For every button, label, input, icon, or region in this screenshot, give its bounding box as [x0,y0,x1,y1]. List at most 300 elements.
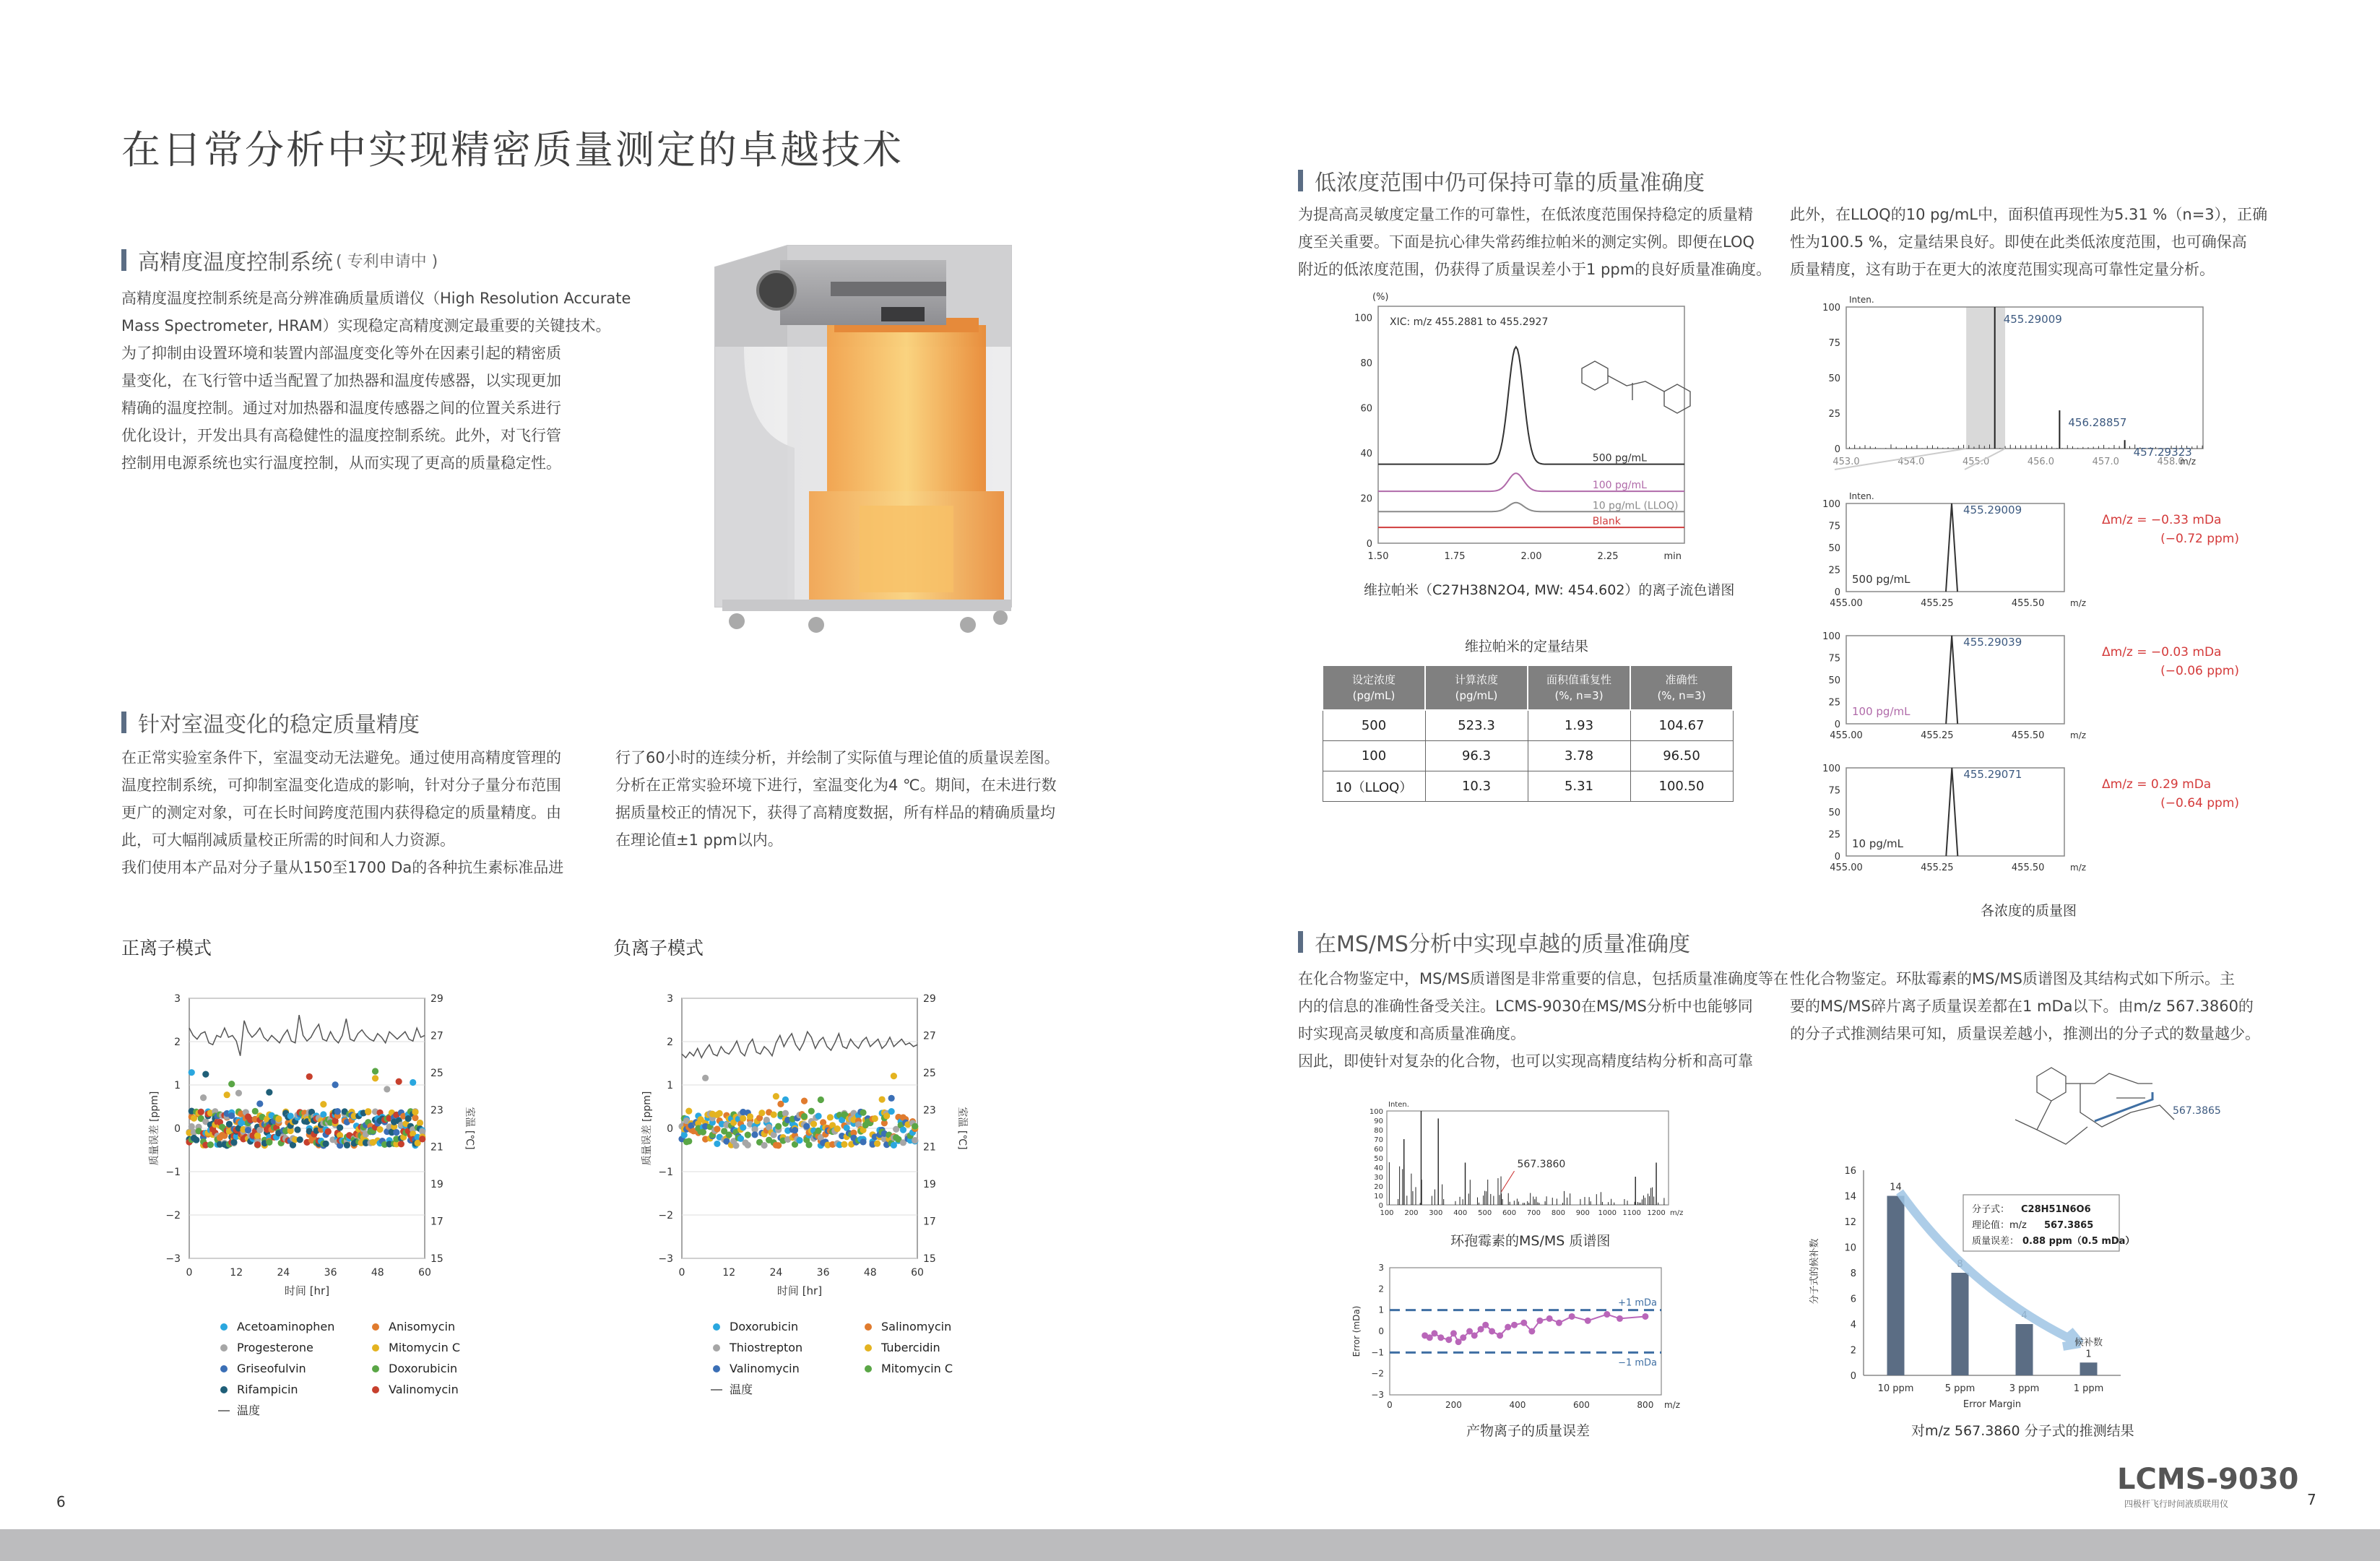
error-point [1450,1330,1457,1336]
data-point [235,1090,242,1097]
data-point [320,1101,326,1107]
error-point [1617,1315,1623,1322]
y-tick-label: 40 [1360,449,1372,460]
pos-mode-chart [130,982,563,1417]
table-cell: 100.50 [1630,771,1733,802]
error-point [1471,1332,1478,1339]
highlight-band [1966,307,2005,449]
data-point [419,1136,425,1142]
candidate-label: 候补数 [2074,1337,2103,1349]
stability-line: 在正常实验室条件下，室温变动无法避免。通过使用高精度管理的 [121,749,561,766]
data-point [337,1124,343,1130]
data-point [745,1142,751,1149]
data-point [334,1108,341,1115]
msms-line: 要的MS/MS碎片离子质量误差都在1 mDa以下。由m/z 567.3860的 [1790,998,2254,1015]
patent-note: ( 专利申请中 ) [336,252,438,271]
temperature-line [682,1032,917,1058]
x-tick-label: 200 [1445,1400,1462,1410]
candidate-bar [2080,1362,2098,1375]
legend-label: Progesterone [237,1341,313,1354]
x-tick-label: 300 [1429,1209,1443,1217]
pos-mode-title: 正离子模式 [121,938,212,959]
error-point [1489,1328,1495,1335]
data-point [256,1100,263,1107]
data-point [860,1138,866,1145]
data-point [775,1142,782,1149]
data-point [796,1137,802,1143]
data-point [888,1108,895,1115]
y-tick-label: −2 [165,1210,181,1221]
error-point [1431,1330,1437,1336]
data-point [417,1120,423,1126]
y-tick-label: 100 [1822,764,1840,774]
y-tick-label: 3 [667,993,673,1005]
y-tick-label: 2 [1378,1284,1384,1294]
legend-marker [220,1323,228,1331]
x-tick-label: 456.0 [2027,457,2055,467]
trace-label: 100 pg/mL [1592,480,1647,492]
error-point [1585,1318,1591,1324]
data-point [792,1127,798,1133]
y2-tick-label: 23 [923,1104,936,1117]
cand-caption: 对m/z 567.3860 分子式的推测结果 [1911,1423,2134,1439]
y-tick-label: 50 [1828,675,1840,686]
x-tick-label: 1.50 [1367,551,1389,562]
y-tick-label: 2 [667,1037,673,1048]
msms-col2 [1790,965,2260,1047]
temp-section-title [121,244,438,276]
stability-line: 此，可大幅削减质量校正所需的时间和人力资源。 [121,831,455,849]
xic-annotation: XIC: m/z 455.2881 to 455.2927 [1390,316,1549,328]
msms-col1 [1298,965,1788,1075]
page-number-right: 7 [2307,1491,2316,1508]
data-point [207,1141,214,1148]
y-tick-label: 8 [1850,1268,1856,1279]
msms-line: 内的信息的准确性备受关注。LCMS-9030在MS/MS分析中也能够同 [1298,998,1753,1015]
y-tick-label: 50 [1828,373,1840,384]
data-point [912,1137,918,1143]
data-point [202,1071,209,1078]
structure-mz: 567.3865 [2173,1105,2221,1117]
delta-mz: Δm/z = −0.03 mDa [2102,645,2222,660]
y2-tick-label: 27 [923,1030,936,1042]
structure-arrow [2095,1092,2152,1121]
peak-label: 455.29009 [2003,313,2062,326]
stability-title-text: 针对室温变化的稳定质量精度 [138,712,420,738]
y-tick-label: 6 [1850,1294,1856,1305]
x-tick-label: 455.50 [2011,598,2045,609]
y-tick-label: 50 [1828,543,1840,554]
legend-marker [865,1344,872,1352]
data-point [294,1126,300,1133]
annotation-leader [1502,1171,1515,1192]
y-tick-label: 75 [1828,653,1840,665]
data-point [888,1095,895,1102]
y-tick-label: 0 [1366,539,1372,550]
xic-caption: 维拉帕米（C27H38N2O4, MW: 454.602）的离子流色谱图 [1364,582,1735,598]
concentration-label: 500 pg/mL [1852,573,1911,586]
table-row [1323,771,1733,802]
y-tick-label: 60 [1374,1146,1383,1154]
temp-paragraph [121,285,631,477]
data-point [189,1123,195,1130]
neg-mode-title: 负离子模式 [613,938,704,959]
y-tick-label: 75 [1828,521,1840,532]
x-tick-label: 455.50 [2011,862,2045,873]
legend-marker [372,1323,379,1331]
y2-tick-label: 21 [430,1141,443,1154]
y-tick-label: 100 [1354,313,1372,324]
data-point [775,1123,782,1130]
trace-label: 500 pg/mL [1592,452,1647,464]
legend-label: Acetoaminophen [237,1320,335,1333]
data-point [254,1141,261,1148]
data-point [275,1115,282,1122]
error-point [1437,1334,1444,1341]
x-tick-label: 457.0 [2092,457,2119,467]
y-tick-label: 0 [1834,719,1840,730]
table-cell: 1.93 [1528,710,1630,741]
y-tick-label: −1 [165,1167,181,1178]
quant-header [1425,665,1528,710]
y-axis-label: 质量误差 [ppm] [149,1091,160,1166]
x-tick-label: 455.25 [1921,862,1954,873]
x-tick-label: 48 [863,1267,877,1279]
neg-mode-chart [623,982,1056,1396]
header-text: 面积值重复性 (%, n=3) [1546,673,1611,702]
peak-label: 455.29071 [1963,768,2022,781]
x-tick-label: 800 [1551,1209,1565,1217]
stability-line: 据质量校正的情况下，获得了高精度数据，所有样品的精确质量均 [615,804,1055,821]
limit-label: +1 mDa [1618,1297,1657,1309]
y-label: Inten. [1849,295,1874,305]
table-cell: 5.31 [1528,771,1630,802]
y2-tick-label: 21 [923,1141,936,1154]
stability-line: 行了60小时的连续分析，并绘制了实际值与理论值的质量误差图。 [615,749,1060,766]
x-tick-label: 0 [678,1267,685,1279]
legend-label: Doxorubicin [389,1362,458,1375]
peak-label: 455.29039 [1963,636,2022,649]
concentration-label: 10 pg/mL [1852,837,1903,850]
temp-line: Mass Spectrometer, HRAM）实现稳定高精度测定最重要的关键技术。 [121,317,611,334]
y2-tick-label: 19 [430,1179,443,1191]
error-point [1556,1320,1562,1326]
xic-trace [1378,347,1684,464]
x-tick-label: 600 [1502,1209,1517,1217]
data-point [245,1127,251,1133]
y-tick-label: 50 [1374,1155,1383,1163]
candidate-chart [1791,1055,2297,1416]
low-conc-line: 此外，在LLOQ的10 pg/mL中，面积值再现性为5.31 %（n=3），正确 [1790,206,2268,223]
temp-line: 高精度温度控制系统是高分辨准确质量质谱仪（High Resolution Accurate [121,290,631,307]
y2-tick-label: 25 [923,1067,936,1079]
temp-line: 精确的温度控制。通过对加热器和温度传感器之间的位置关系进行 [121,399,561,417]
theory-key: 理论值：m/z [1972,1220,2027,1231]
y-tick-label: 40 [1374,1164,1383,1172]
delta-mz: Δm/z = 0.29 mDa [2102,777,2212,792]
msms-error-plot [1343,1261,1683,1419]
x-tick-label: 12 [230,1267,243,1279]
bar-value-label: 14 [1890,1182,1902,1193]
legend-marker [865,1323,872,1331]
data-point [751,1131,758,1138]
x-unit: m/z [1670,1209,1684,1217]
y-tick-label: 20 [1374,1183,1383,1191]
y2-tick-label: 29 [430,993,443,1005]
x-tick-label: 900 [1575,1209,1590,1217]
section-bar [1298,931,1303,953]
y-tick-label: 0 [1834,587,1840,598]
theory-value: 567.3865 [2044,1220,2094,1231]
data-point [412,1109,418,1115]
y2-tick-label: 15 [430,1253,443,1265]
table-cell: 500 [1323,710,1425,741]
error-point [1520,1320,1527,1326]
stability-line: 温度控制系统，可抑制室温变化造成的影响，针对分子量分布范围 [121,777,561,794]
low-conc-line: 为提高高灵敏度定量工作的可靠性，在低浓度范围保持稳定的质量精 [1298,206,1753,223]
zoom-mass-spectra [1806,473,2268,885]
quant-header [1630,665,1733,710]
data-point [891,1073,897,1079]
data-point [732,1142,739,1149]
table-cell: 10.3 [1425,771,1528,802]
data-point [773,1093,779,1099]
y-tick-label: −2 [1371,1368,1384,1379]
delta-mz: Δm/z = −0.33 mDa [2102,513,2222,527]
x-tick-label: 400 [1453,1209,1468,1217]
data-point [266,1139,272,1146]
data-point [801,1113,808,1120]
temp-line: 为了抑制由设置环境和装置内部温度变化等外在因素引起的精密质 [121,345,561,362]
table-cell: 104.67 [1630,710,1733,741]
x-tick-label: 36 [324,1267,337,1279]
y2-tick-label: 19 [923,1179,936,1191]
peak-label: 455.29009 [1963,503,2022,516]
y2-tick-label: 15 [923,1253,936,1265]
x-tick-label: 0 [186,1267,193,1279]
msms-line: 的分子式推测结果可知，质量误差越小，推测出的分子式的数量越少。 [1790,1025,2260,1042]
legend-marker [220,1344,228,1352]
table-cell: 523.3 [1425,710,1528,741]
error-point [1497,1332,1503,1339]
data-point [398,1141,404,1147]
x-tick-label: 400 [1509,1400,1526,1410]
data-point [771,1111,777,1117]
data-point [372,1068,378,1074]
legend-label: Rifampicin [237,1383,298,1396]
x-axis-label: Error Margin [1963,1399,2022,1410]
instrument-illustration [693,238,1033,643]
plot-frame [1846,307,2203,449]
candidate-bar [1952,1273,1969,1375]
y-tick-label: 50 [1828,808,1840,818]
x-tick-label: 3 ppm [2009,1383,2040,1394]
bar-value-label: 1 [2085,1349,2092,1360]
x-tick-label: 0 [1387,1400,1393,1410]
x-tick-label: 455.00 [1830,862,1863,873]
y-tick-label: −1 [658,1167,673,1178]
legend-label: Griseofulvin [237,1362,306,1375]
table-row [1323,710,1733,741]
header-text: 准确性 (%, n=3) [1657,673,1706,702]
legend-marker [713,1323,720,1331]
x-tick-label: 1 ppm [2073,1383,2104,1394]
x-tick-label: 100 [1380,1209,1394,1217]
y-tick-label: 100 [1822,303,1840,314]
data-point [747,1113,753,1120]
y2-tick-label: 17 [430,1216,443,1228]
section-bar [1298,170,1303,191]
y-tick-label: 1 [1378,1305,1384,1315]
data-point [322,1141,329,1147]
x-unit: m/z [2179,457,2196,467]
y-tick-label: 25 [1828,829,1840,841]
y2-tick-label: 23 [430,1104,443,1117]
y-tick-label: 1 [667,1080,673,1091]
xic-chromatogram [1343,289,1719,571]
y2-tick-label: 27 [430,1030,443,1042]
x-tick-label: 455.0 [1963,457,1990,467]
data-point [685,1107,692,1114]
x-tick-label: 455.25 [1921,598,1954,609]
x-tick-label: 24 [769,1267,783,1279]
y-unit: (%) [1372,292,1389,303]
data-point [297,1136,303,1143]
x-tick-label: 48 [371,1267,384,1279]
legend-label: Valinomycin [730,1362,800,1375]
table-cell: 100 [1323,741,1425,771]
data-point [344,1142,350,1149]
error-point [1511,1322,1518,1328]
low-conc-title-text: 低浓度范围中仍可保持可靠的质量准确度 [1315,170,1705,196]
x-tick-label: 200 [1404,1209,1419,1217]
y-tick-label: −2 [658,1210,673,1221]
peak-label: 456.28857 [2068,416,2127,430]
x-tick-label: 458.0 [2157,457,2184,467]
legend-marker [372,1365,379,1372]
y-tick-label: 100 [1822,631,1840,642]
data-point [200,1094,207,1101]
data-point [761,1142,768,1149]
x-tick-label: 455.50 [2011,730,2045,741]
legend-label: Thiostrepton [730,1341,803,1354]
data-point [332,1081,339,1088]
data-point [700,1129,706,1136]
y2-tick-label: 29 [923,993,936,1005]
legend-label: Doxorubicin [730,1320,799,1333]
y-tick-label: 80 [1374,1127,1383,1135]
x-tick-label: 1.75 [1444,551,1466,562]
legend-marker [372,1386,379,1393]
stability-col2 [615,744,1060,854]
limit-label: −1 mDa [1618,1357,1657,1369]
x-tick-label: 24 [277,1267,290,1279]
y-tick-label: 25 [1828,565,1840,576]
plot-frame [1387,1111,1669,1205]
full-mass-spectrum [1820,293,2225,473]
x-tick-label: 12 [722,1267,736,1279]
x-tick-label: 1200 [1647,1209,1666,1217]
x-tick-label: 600 [1572,1400,1590,1410]
stability-col1 [121,744,563,881]
data-point [810,1121,817,1128]
molecule-structure [1582,361,1690,413]
y-tick-label: 2 [1850,1345,1856,1357]
error-key: 质量误差： [1972,1236,2020,1247]
quant-header [1323,665,1425,710]
y-tick-label: −3 [658,1253,673,1265]
formula-key: 分子式： [1972,1204,2010,1215]
footer-band [0,1529,2380,1561]
y-tick-label: 3 [1378,1263,1384,1273]
table-cell: 3.78 [1528,741,1630,771]
error-value: 0.88 ppm（0.5 mDa） [2022,1236,2135,1247]
data-point [745,1132,751,1138]
spectrum-peak [1946,636,1957,724]
table-cell: 96.50 [1630,741,1733,771]
y-tick-label: 2 [174,1037,181,1048]
error-point [1604,1311,1610,1318]
y-label: Inten. [1388,1101,1409,1109]
legend-label: Mitomycin C [389,1341,461,1354]
y-tick-label: 0 [667,1123,673,1135]
temperature-line [189,1015,425,1056]
y-tick-label: −3 [1371,1390,1384,1400]
page-number-left: 6 [56,1493,66,1510]
stability-line: 在理论值±1 ppm以内。 [615,831,783,849]
y-tick-label: 0 [174,1123,181,1135]
y-tick-label: 16 [1844,1166,1856,1177]
data-point [702,1075,709,1081]
legend-label: 温度 [237,1404,261,1417]
y-tick-label: 25 [1828,697,1840,709]
y-tick-label: 0 [1850,1371,1856,1382]
error-point [1546,1315,1553,1322]
x-unit: m/z [2070,730,2087,740]
err-caption: 产物离子的质量误差 [1466,1423,1591,1439]
data-point [376,1126,383,1133]
error-point [1445,1336,1452,1343]
x-tick-label: 2.00 [1520,551,1542,562]
y-label: Inten. [1849,491,1874,501]
stability-line: 我们使用本产品对分子量从150至1700 Da的各种抗生素标准品进 [121,859,564,876]
header-text: 设定浓度 (pg/mL) [1351,673,1395,702]
plot-frame [1390,1268,1661,1395]
x-tick-label: 10 ppm [1877,1383,1914,1394]
data-point [396,1078,402,1085]
data-point [834,1125,841,1132]
y-tick-label: 1 [174,1080,181,1091]
low-conc-line: 质量精度，这有助于在更大的浓度范围实现高可靠性定量分析。 [1790,261,2215,278]
data-point [681,1132,688,1138]
y-tick-label: 4 [1850,1320,1856,1331]
x-tick-label: 454.0 [1897,457,1925,467]
y2-axis-label: 室温 [℃] [956,1107,968,1150]
annotation-label: 567.3860 [1517,1159,1566,1170]
concentration-label: 100 pg/mL [1852,705,1911,718]
bar-value-label: 8 [1957,1259,1963,1270]
y-tick-label: 90 [1374,1117,1383,1125]
legend-label: Valinomycin [389,1383,459,1396]
quant-table [1322,665,1734,802]
y-tick-label: 100 [1369,1108,1383,1116]
y-axis-label: 质量误差 [ppm] [641,1091,653,1166]
y-tick-label: −3 [165,1253,181,1265]
candidate-bar [1887,1196,1905,1376]
msms-section-title [1298,926,1690,958]
data-point [410,1079,416,1086]
table-row [1323,741,1733,771]
